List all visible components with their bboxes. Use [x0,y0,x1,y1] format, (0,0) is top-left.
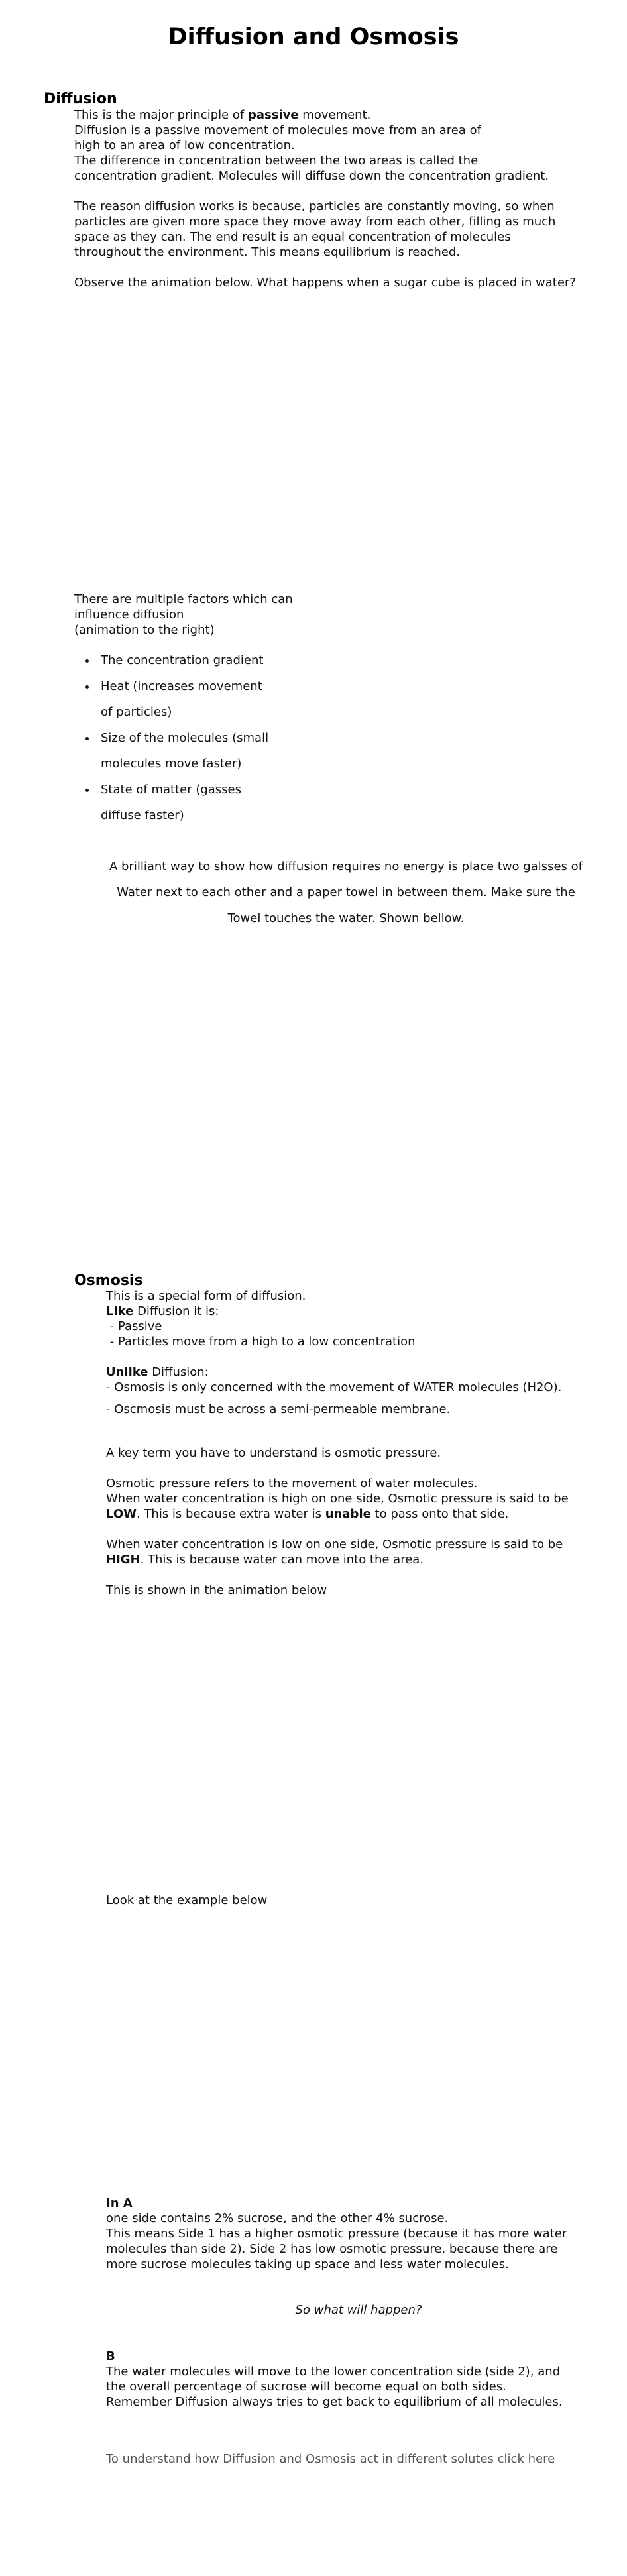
factor-item: • Heat (increases movement of particles) [97,673,375,725]
unlike-item: - Oscmosis must be across a semi-permeable membrane. [106,1402,451,1416]
example-a-line: one side contains 2% sucrose, and the other 4% sucrose. [106,2212,449,2225]
diffusion-heading: Diffusion [44,91,117,107]
osmotic-pressure-high-result: HIGH. This is because water can move into the area. [106,1553,424,1567]
gradient-text-2: concentration gradient. Molecules will diffuse down the concentration gradient. [74,169,549,183]
example-a-line: This means Side 1 has a higher osmotic pressure (because it has more water [106,2227,567,2241]
osmosis-heading: Osmosis [74,1272,143,1289]
reason-text-2: particles are given more space they move away from each other, filling as much [74,215,556,229]
reason-text-3: space as they can. The end result is an equal concentration of molecules [74,230,511,244]
example-b-heading: B [106,2349,115,2363]
osmotic-pressure-text [106,1445,623,1598]
diffusion-definition-2: high to an area of low concentration. [74,139,295,152]
osmosis-intro: This is a special form of diffusion. [106,1289,306,1303]
reason-text-4: throughout the environment. This means equilibrium is reached. [74,245,461,259]
reason-text-1: The reason diffusion works is because, particles are constantly moving, so when [74,199,555,213]
question-text: So what will happen? [295,2303,422,2317]
example-a-line: more sucrose molecules taking up space and less water molecules. [106,2257,509,2271]
example-note: Look at the example below [106,1893,268,1907]
example-b-line: The water molecules will move to the lower concentration side (side 2), and [106,2365,561,2379]
osmotic-pressure-low-water: When water concentration is low on one side, Osmotic pressure is said to be [106,1538,563,1551]
osmosis-like: Like Diffusion it is: [106,1304,219,1318]
example-b-line: the overall percentage of sucrose will become equal on both sides. [106,2380,506,2394]
example-a [106,2196,623,2272]
experiment-line-2: Water next to each other and a paper towel in between them. Make sure the [117,885,575,899]
example-b [106,2349,623,2410]
experiment-line-3: Towel touches the water. Shown bellow. [227,911,465,925]
osmotic-pressure-high: When water concentration is high on one side, Osmotic pressure is said to be [106,1492,569,1506]
osmotic-pressure-low: LOW. This is because extra water is unable to pass onto that side. [106,1507,509,1521]
key-term-text: A key term you have to understand is osmotic pressure. [106,1446,441,1460]
experiment-text [74,854,618,931]
experiment-line-1: A brilliant way to show how diffusion requires no energy is place two galsses of [109,860,583,873]
osmosis-text [106,1288,623,1417]
factors-intro-3: (animation to the right) [74,623,215,637]
page-title: Diffusion and Osmosis [168,24,459,50]
diffusion-principle: This is the major principle of passive movement. [74,108,371,122]
factor-item: • The concentration gradient [97,647,375,673]
semi-permeable-link[interactable]: semi-permeable [280,1402,382,1416]
diffusion-definition-1: Diffusion is a passive movement of molecules move from an area of [74,123,481,137]
diffusion-text [74,107,618,290]
observe-animation-text: Observe the animation below. What happens when a sugar cube is placed in water? [74,276,576,290]
like-item: - Passive [106,1319,162,1333]
unlike-item: - Osmosis is only concerned with the movement of WATER molecules (H2O). [106,1380,562,1394]
factor-item: • State of matter (gasses diffuse faster) [97,777,375,828]
example-a-heading: In A [106,2196,133,2210]
animation-note: This is shown in the animation below [106,1583,327,1597]
factors-list [57,647,375,828]
osmotic-pressure-def: Osmotic pressure refers to the movement of water molecules. [106,1477,478,1490]
factors-intro-2: influence diffusion [74,608,184,622]
example-b-line: Remember Diffusion always tries to get back to equilibrium of all molecules. [106,2395,563,2409]
osmosis-unlike: Unlike Diffusion: [106,1365,209,1379]
gradient-text-1: The difference in concentration between the two areas is called the [74,154,479,168]
factors-intro [74,592,339,638]
factor-item: • Size of the molecules (small molecules move faster) [97,725,375,777]
example-a-line: molecules than side 2). Side 2 has low osmotic pressure, because there are [106,2242,558,2256]
factors-intro-1: There are multiple factors which can [74,592,293,606]
like-item: - Particles move from a high to a low concentration [106,1335,416,1349]
solutes-link[interactable]: To understand how Diffusion and Osmosis act in different solutes click here [106,2452,555,2466]
